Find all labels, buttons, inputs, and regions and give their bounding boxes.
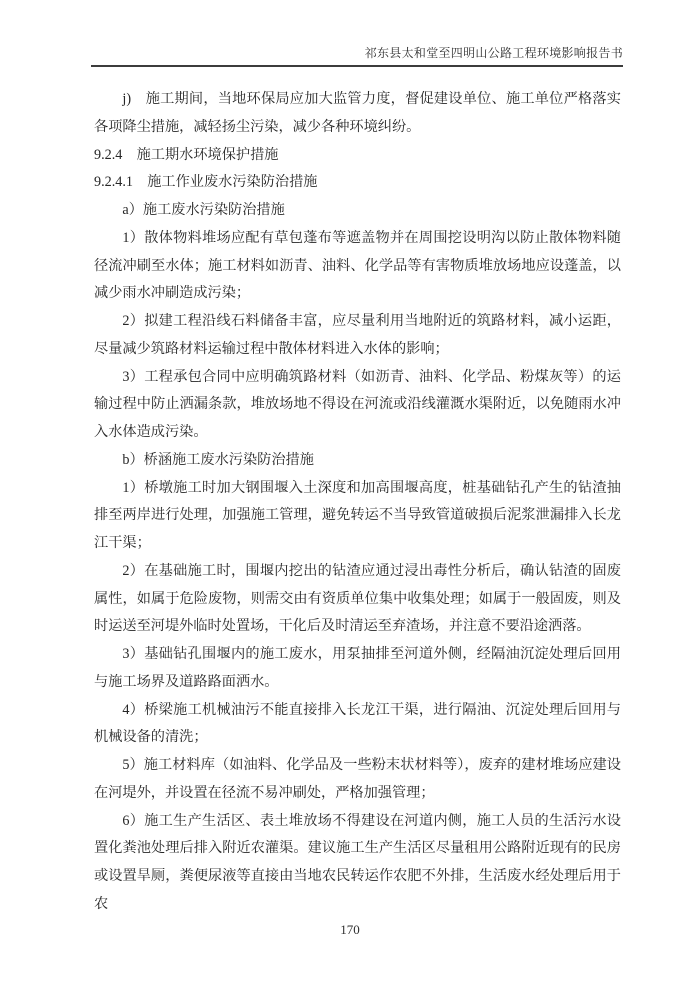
section-heading-9241: 9.2.4.1 施工作业废水污染防治措施 — [94, 174, 318, 191]
paragraph-a2: 2）拟建工程沿线石料储备丰富，应尽量利用当地附近的筑路材料，减小运距，尽量减少筑路材料运输过程中散体材料进入水体的影响； — [94, 313, 621, 357]
page-number: 170 — [340, 922, 360, 937]
section-heading-924: 9.2.4 施工期水环境保护措施 — [94, 146, 279, 163]
paragraph-b6: 6）施工生产生活区、表土堆放场不得建设在河道内侧，施工人员的生活污水设置化粪池处理后排入附近农灌渠。建议施工生产生活区尽量租用公路附近现有的民房或设置旱厕，粪便尿液等直接由当地农民转运作农肥不外排，生活废水经处理后用于农 — [94, 812, 621, 912]
document-body — [94, 86, 621, 919]
header-title: 祁东县太和堂至四明山公路工程环境影响报告书 — [364, 46, 623, 60]
paragraph-b3: 3）基础钻孔围堰内的施工废水，用泵抽排至河道外侧，经隔油沉淀处理后回用与施工场界及道路路面洒水。 — [94, 646, 621, 690]
paragraph-b1: 1）桥墩施工时加大钢围堰入土深度和加高围堰高度，桩基础钻孔产生的钻渣抽排至两岸进行处理，加强施工管理，避免转运不当导致管道破损后泥浆泄漏排入长龙江干渠； — [94, 479, 621, 551]
paragraph-a: a）施工废水污染防治措施 — [122, 202, 285, 218]
paragraph-j: j) 施工期间，当地环保局应加大监管力度，督促建设单位、施工单位严格落实各项降尘措施，减轻扬尘污染，减少各种环境纠纷。 — [94, 91, 621, 135]
paragraph-b: b）桥涵施工废水污染防治措施 — [122, 451, 314, 468]
paragraph-b2: 2）在基础施工时，围堰内挖出的钻渣应通过浸出毒性分析后，确认钻渣的固废属性，如属于危险废物，则需交由有资质单位集中收集处理；如属于一般固废，则及时运送至河堤外临时处置场，干化后及时清运至弃渣场，并注意不要沿途洒落。 — [94, 562, 621, 635]
page-header — [91, 44, 623, 67]
paragraph-b5: 5）施工材料库（如油料、化学品及一些粉末状材料等），废弃的建材堆场应建设在河堤外，并设置在径流不易冲刷处，严格加强管理； — [94, 757, 621, 801]
paragraph-a3: 3）工程承包合同中应明确筑路材料（如沥青、油料、化学品、粉煤灰等）的运输过程中防止洒漏条款，堆放场地不得设在河流或沿线灌溉水渠附近，以免随雨水冲入水体造成污染。 — [94, 368, 621, 440]
page-footer — [0, 922, 700, 938]
paragraph-a1: 1）散体物料堆场应配有草包蓬布等遮盖物并在周围挖设明沟以防止散体物料随径流冲刷至水体；施工材料如沥青、油料、化学品等有害物质堆放场地应设蓬盖，以减少雨水冲刷造成污染； — [94, 229, 621, 302]
paragraph-b4: 4）桥梁施工机械油污不能直接排入长龙江干渠，进行隔油、沉淀处理后回用与机械设备的清洗； — [94, 701, 621, 746]
